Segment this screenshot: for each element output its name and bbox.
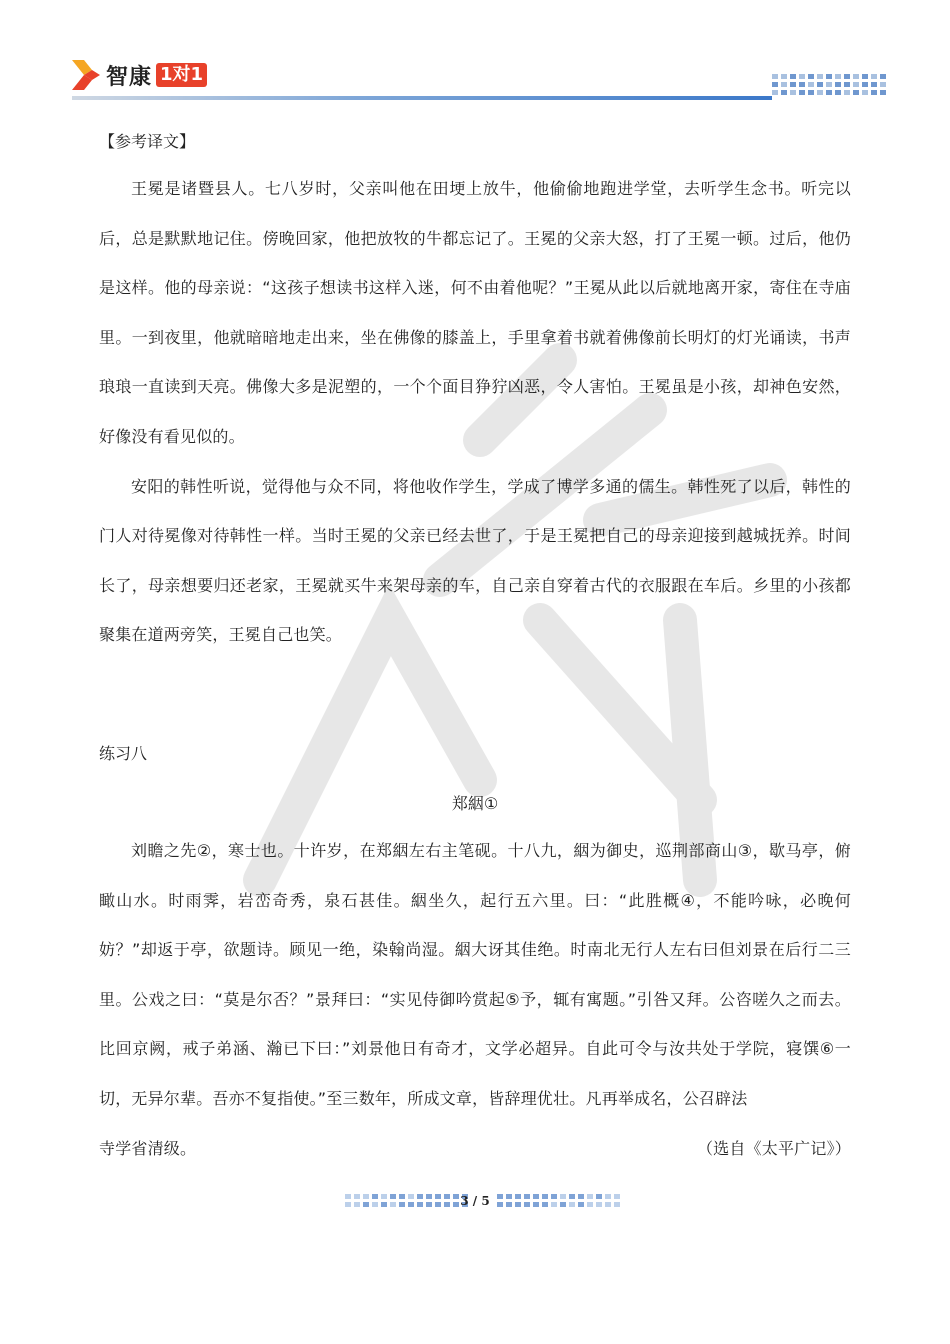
footer-dots-left bbox=[345, 1194, 468, 1207]
translation-paragraph-2: 安阳的韩性听说，觉得他与众不同，将他收作学生，学成了博学多通的儒生。韩性死了以后，韩性的门人对待冕像对待韩性一样。当时王冕的父亲已经去世了，于是王冕把自己的母亲迎接到越城抚养。时间长了，母亲想要归还老家，王冕就买牛来架母亲的车，自己亲自穿着古代的衣服跟在车后。乡里的小孩都聚集在道两旁笑，王冕自己也笑。 bbox=[99, 476, 851, 645]
footer-dots-right bbox=[497, 1194, 620, 1207]
page-footer bbox=[0, 1190, 950, 1214]
header-divider bbox=[72, 96, 772, 100]
passage-title: 郑絪① bbox=[451, 793, 499, 813]
page-number: 3 / 5 bbox=[460, 1194, 490, 1208]
document-body bbox=[99, 120, 851, 1173]
brand-logo bbox=[72, 60, 207, 90]
passage-paragraph: 刘瞻之先②，寒士也。十许岁，在郑絪左右主笔砚。十八九，絪为御史，巡荆部商山③，歇马亭，俯瞰山水。时雨霁，岩峦奇秀，泉石甚佳。絪坐久，起行五六里。曰：“此胜概④，不能吟咏，必晚何妨？”却返于亭，欲题诗。顾见一绝，染翰尚湿。絪大讶其佳绝。时南北无行人左右曰但刘景在后行二三里。公戏之曰：“莫是尔否？”景拜曰：“实见侍御吟赏起⑤予，辄有寓题。”引咎又拜。公咨嗟久之而去。比回京阙，戒子弟涵、瀚已下曰：”刘景他日有奇才，文学必超异。自此可令与汝共处于学院，寝馔⑥一切，无异尔辈。吾亦不复指使。”至三数年，所成文章，皆辞理优壮。凡再举成名，公召辟法 bbox=[99, 840, 851, 1108]
passage-source: （选自《太平广记》） bbox=[696, 1138, 851, 1158]
logo-text: 智康 bbox=[106, 64, 153, 90]
translation-paragraph-1: 王冕是诸暨县人。七八岁时，父亲叫他在田埂上放牛，他偷偷地跑进学堂，去听学生念书。听完以后，总是默默地记住。傍晚回家，他把放牧的牛都忘记了。王冕的父亲大怒，打了王冕一顿。过后，他仍是这样。他的母亲说：“这孩子想读书这样入迷，何不由着他呢？”王冕从此以后就地离开家，寄住在寺庙里。一到夜里，他就暗暗地走出来，坐在佛像的膝盖上，手里拿着书就着佛像前长明灯的灯光诵读，书声琅琅一直读到天亮。佛像大多是泥塑的，一个个面目狰狞凶恶，令人害怕。王冕虽是小孩，却神色安然，好像没有看见似的。 bbox=[99, 179, 851, 446]
passage-last-line bbox=[99, 1124, 851, 1174]
header-dot-pattern bbox=[772, 74, 886, 95]
section-heading-exercise: 练习八 bbox=[99, 743, 148, 763]
section-spacer bbox=[99, 660, 851, 732]
section-heading-translation: 【参考译文】 bbox=[99, 132, 196, 151]
passage-last-text: 寺学省清级。 bbox=[99, 1138, 197, 1158]
logo-badge: 1对1 bbox=[156, 63, 207, 87]
page-header bbox=[0, 0, 950, 110]
logo-mark-icon bbox=[72, 60, 100, 90]
